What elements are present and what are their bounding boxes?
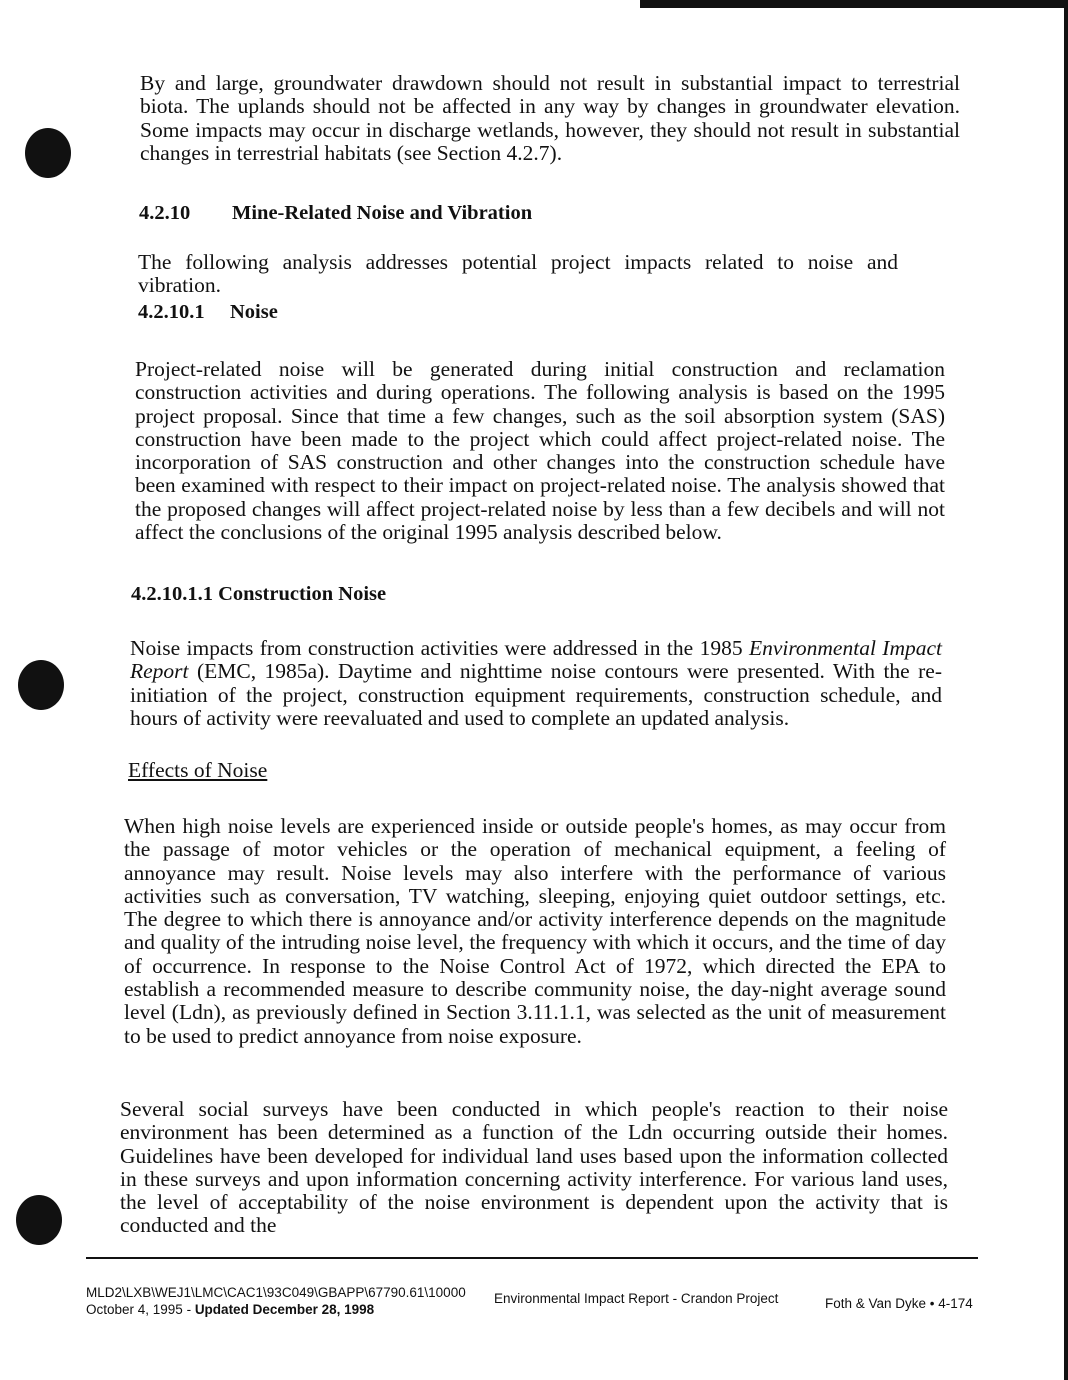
section-title: Noise [230,301,278,323]
paragraph-project-noise: Project-related noise will be generated during initial construction and reclamation construction activities and during operations. The following analysis is based on the 1995 project proposal. Since that time a few changes, such as the soil absorption system (SAS) construction have been made to the project which could affect project-related noise. The incorporation of SAS construction and other changes into the construction schedule have been examined with respect to their impact on project-related noise. The analysis showed that the proposed changes will affect project-related noise by less than a few decibels and will not affect the conclusions of the original 1995 analysis described below. [135,357,945,545]
footer-date: October 4, 1995 - [86,1302,195,1317]
section-heading-4-2-10-1-1 [131,582,386,606]
paragraph-effects-of-noise: When high noise levels are experienced inside or outside people's homes, as may occur from the passage of motor vehicles or the operation of mechanical equipment, a feeling of annoyance may result. Noise levels may also interfere with the performance of various activities such as conversation, TV watching, sleeping, enjoying quiet outdoor settings, etc. The degree to which there is annoyance and/or activity interference depends on the magnitude and quality of the intruding noise level, the frequency with which it occurs, and the time of day of occurrence. In response to the Noise Control Act of 1972, which directed the EPA to establish a recommended measure to describe community noise, the day-night average sound level (Ldn), as previously defined in Section 3.11.1.1, was selected as the unit of measurement to be used to predict annoyance from noise exposure. [124,814,946,1048]
paragraph-analysis-intro: The following analysis addresses potential project impacts related to noise and vibration. [138,250,898,298]
footer-file-path: MLD2\LXB\WEJ1\LMC\CAC1\93C049\GBAPP\67790.61\10000 [86,1285,466,1300]
footer-date-line [86,1301,486,1318]
footer-report-title: Environmental Impact Report - Crandon Project [494,1291,779,1306]
report-title-italic: Environmental Impact Report [130,636,942,684]
section-number: 4.2.10.1 [138,301,205,323]
scan-edge-right [1064,0,1068,1380]
footer-updated-date: Updated December 28, 1998 [194,1302,375,1317]
punch-hole-middle [18,660,64,710]
paragraph-construction-noise [130,637,942,730]
text-run: (EMC, 1985a). Daytime and nighttime noise contours were presented. With the re-initiation of the project, construction equipment requirements, construction schedule, and hours of activity were reevaluated and used to complete an updated analysis. [130,659,942,730]
section-title: Construction Noise [218,583,387,605]
punch-hole-top [25,128,71,178]
paragraph-social-surveys: Several social surveys have been conducted in which people's reaction to their noise environment has been determined as a function of the Ldn occurring outside their homes. Guidelines have been developed for individual land uses based upon the information collected in these surveys and upon information concerning activity interference. For various land uses, the level of acceptability of the noise environment is dependent upon the activity that is conducted and the [120,1097,948,1238]
scan-edge-top [640,0,1068,8]
section-title: Mine-Related Noise and Vibration [232,202,533,224]
subheading-effects-of-noise: Effects of Noise [128,758,268,782]
section-number: 4.2.10.1.1 [131,583,213,605]
footer-left [86,1284,486,1318]
section-heading-4-2-10 [139,201,532,225]
footer-rule [86,1257,978,1259]
section-number: 4.2.10 [139,202,191,224]
footer-page-number: Foth & Van Dyke • 4-174 [825,1296,973,1311]
section-heading-4-2-10-1 [138,300,278,324]
text-run: Noise impacts from construction activities were addressed in the 1985 [130,636,749,660]
paragraph-terrestrial-biota: By and large, groundwater drawdown should not result in substantial impact to terrestrial biota. The uplands should not be affected in any way by changes in groundwater elevation. Some impacts may occur in discharge wetlands, however, they should not result in substantial changes in terrestrial habitats (see Section 4.2.7). [140,71,960,165]
punch-hole-bottom [16,1195,62,1245]
